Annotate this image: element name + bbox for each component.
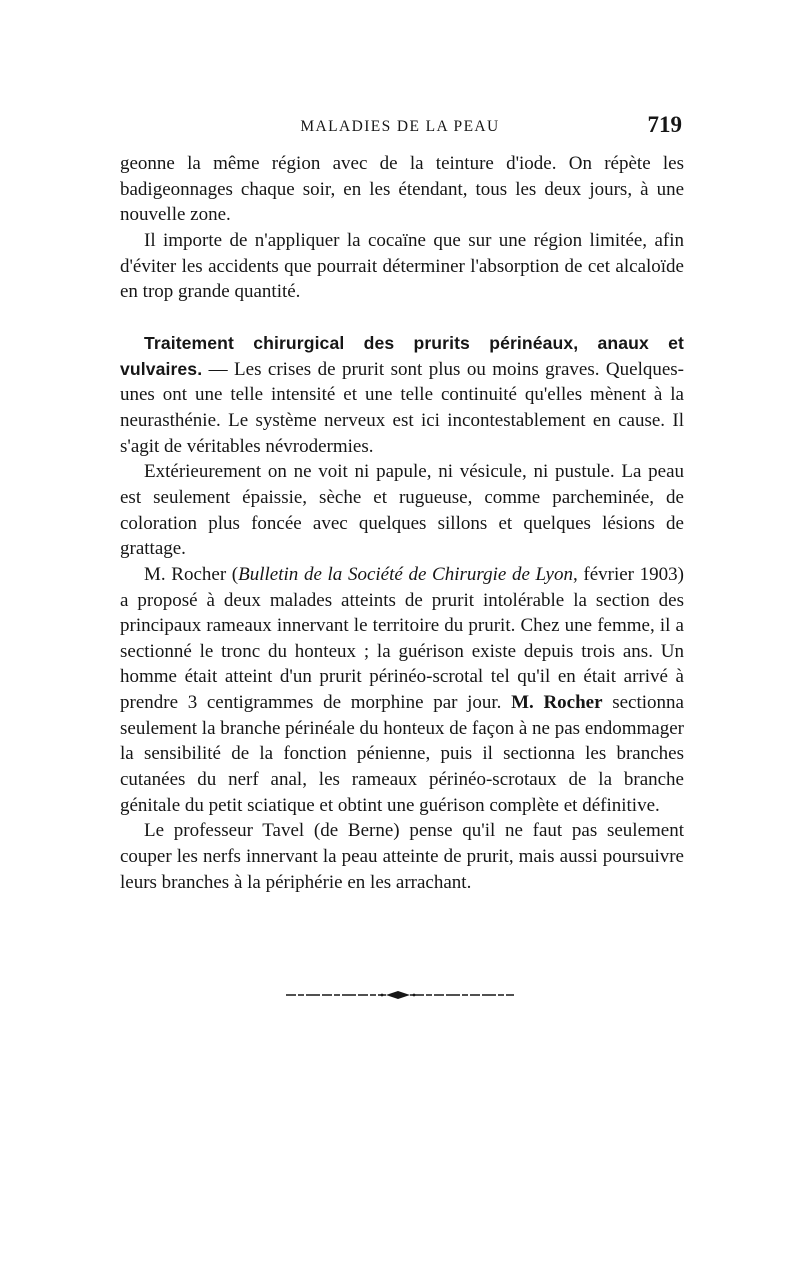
- running-title: MALADIES DE LA PEAU: [300, 118, 500, 135]
- body-text: [120, 151, 684, 895]
- rocher-text-a: M. Rocher (: [144, 563, 239, 585]
- running-head: [0, 112, 800, 142]
- journal-citation: Bulletin de la Société de Chirurgie de Lyon: [238, 563, 573, 585]
- rocher-text-b: , février 1903) a proposé à deux malades atteints de prurit intolérable la section des principaux rameaux innervant le territoire du prurit. Chez une femme, il a sectionné le tronc du honteux ; la guérison existe depuis trois ans. Un homme était atteint d'un prurit périnéo-scrotal tel qu'il en était arrivé à prendre 3 centigrammes de morphine par jour.: [120, 563, 684, 714]
- paragraph-exterieurement: Extérieurement on ne voit ni papule, ni vésicule, ni pustule. La peau est seulement épaissie, sèche et rugueuse, comme parcheminée, de coloration plus foncée avec quelques sillons et quelques lésions de grattage.: [120, 461, 684, 560]
- rocher-text-c: sectionna seulement la branche périnéale du honteux de façon à ne pas endommager la sensibilité de la fonction pénienne, puis il sectionna les branches cutanées du nerf anal, les rameaux périnéo-scrotaux de la branche génitale du petit sciatique et obtint une guérison complète et définitive.: [120, 692, 684, 816]
- paragraph-tavel: Le professeur Tavel (de Berne) pense qu'il ne faut pas seulement couper les nerfs innervant la peau atteinte de prurit, mais aussi poursuivre leurs branches à la périphérie en les arrachant.: [120, 820, 684, 893]
- paragraph-badigeonnage: geonne la même région avec de la teinture d'iode. On répète les badigeonnages chaque soir, en les étendant, tous les deux jours, à une nouvelle zone.: [120, 153, 684, 226]
- page-number: 719: [647, 112, 682, 137]
- author-name: M. Rocher: [511, 692, 603, 714]
- section-chirurgical: [120, 331, 684, 459]
- section-heading: Traitement chirurgical des prurits périnéaux, anaux et vulvaires.: [120, 332, 684, 379]
- paragraph-cocaine: Il importe de n'appliquer la cocaïne que sur une région limitée, afin d'éviter les accidents que pourrait déterminer l'absorption de cet alcaloïde en trop grande quantité.: [120, 229, 684, 303]
- paragraph-rocher: [120, 562, 684, 819]
- section-text: — Les crises de prurit sont plus ou moins graves. Quelques-unes ont une telle intensité et une telle continuité qu'elles mènent à la neurasthénie. Le système nerveux est ici incontestablement en cause. Il s'agit de véritables névrodermies.: [120, 358, 684, 457]
- end-ornament: [286, 988, 514, 1002]
